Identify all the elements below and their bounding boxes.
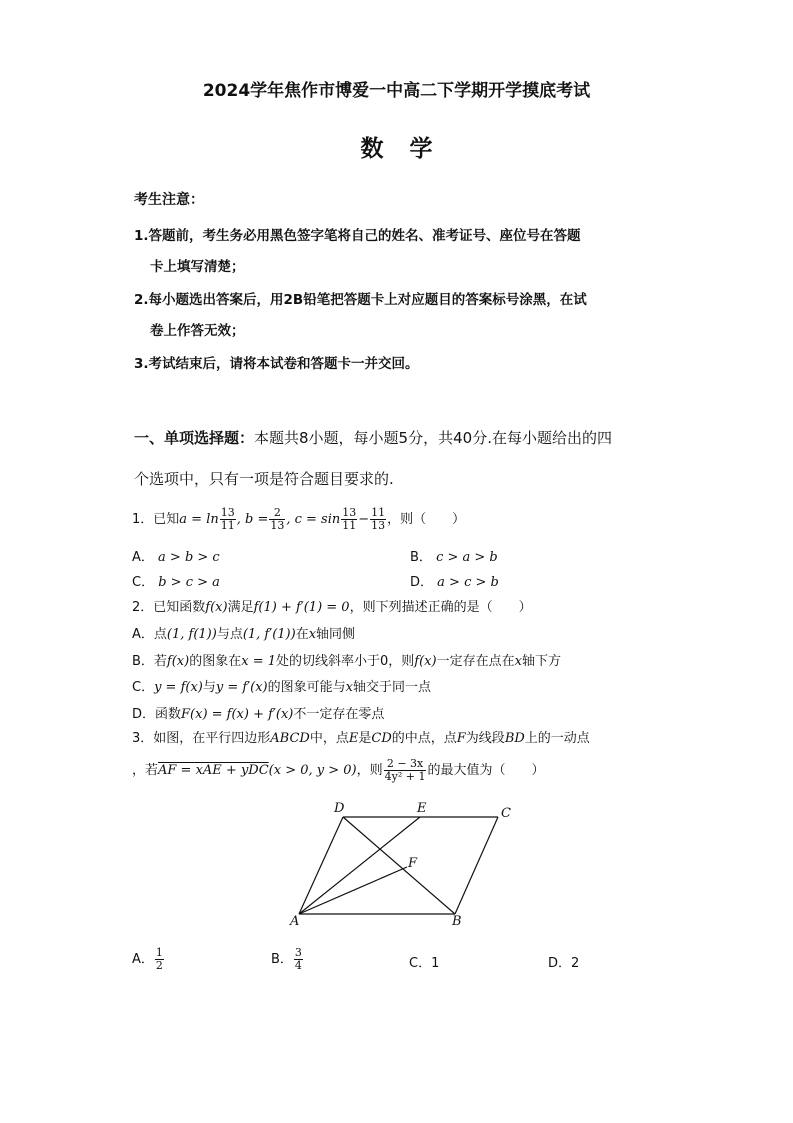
q1-option-d-text: a > c > b xyxy=(437,575,499,590)
q2-stem-b: 满足 xyxy=(227,600,254,615)
q1-b-fraction xyxy=(269,507,285,532)
q3-option-b xyxy=(271,947,304,972)
q2-c-expr-2: y = f′(x) xyxy=(215,680,268,695)
q1-c-expr: , c = sin xyxy=(286,512,341,527)
q2-option-b xyxy=(132,650,561,669)
q1-c-num1: 13 xyxy=(342,506,357,519)
q2-fx: f(x) xyxy=(205,600,228,615)
q2-c-text-2: 与 xyxy=(202,680,216,695)
q3-text-4: 的中点，点 xyxy=(391,731,457,746)
q1-c-fraction-2 xyxy=(370,507,386,532)
segment-af xyxy=(299,867,407,914)
q2-a-text-2: 与点 xyxy=(216,627,243,642)
question-1 xyxy=(132,507,465,532)
q3-text-5: 为线段 xyxy=(465,731,505,746)
q3-text-2: 中，点 xyxy=(309,731,349,746)
q1-b-num: 2 xyxy=(269,507,285,520)
q2-condition: f(1) + f′(1) = 0 xyxy=(253,600,350,615)
q1-c-num2: 11 xyxy=(371,506,386,519)
q2-d-text-2: 不一定存在零点 xyxy=(293,707,385,722)
q1-b-den: 13 xyxy=(270,519,285,532)
q2-b-x1: x = 1 xyxy=(241,654,276,669)
q2-a-point-2: (1, f′(1)) xyxy=(242,627,296,642)
q3-condition: (x > 0, y > 0) xyxy=(268,763,357,778)
q1-a-den: 11 xyxy=(220,519,235,532)
q3-option-b-fraction xyxy=(294,947,303,972)
notice-item-1: 1.答题前，考生务必用黑色签字笔将自己的姓名、准考证号、座位号在答题 xyxy=(134,228,581,244)
q2-b-text-5: 轴下方 xyxy=(521,654,561,669)
label-a: A xyxy=(290,914,300,929)
q2-c-expr-1: y = f(x) xyxy=(154,680,203,695)
q1-prefix: 1．已知 xyxy=(132,512,180,527)
q1-c-fraction-1 xyxy=(341,507,357,532)
q3-text-7: ，若 xyxy=(132,763,159,778)
section-heading-line2: 个选项中，只有一项是符合题目要求的. xyxy=(134,470,394,488)
q3-option-b-label: B． xyxy=(271,952,293,967)
question-3 xyxy=(132,727,590,746)
segment-da xyxy=(299,817,343,914)
label-e: E xyxy=(417,801,427,816)
q1-a-expr: a = ln xyxy=(179,512,219,527)
subject-title: 数学 xyxy=(360,136,459,162)
q2-a-x: x xyxy=(308,627,317,642)
q1-c-den2: 13 xyxy=(371,519,386,532)
q3-cd: CD xyxy=(371,731,392,746)
q2-c-text-4: 轴交于同一点 xyxy=(353,680,432,695)
q3-option-d: D．2 xyxy=(548,956,580,971)
q3-text-1: 3．如图，在平行四边形 xyxy=(132,731,271,746)
q3-f: F xyxy=(456,731,466,746)
q1-option-b-label: B． xyxy=(410,550,432,565)
q1-option-d xyxy=(410,571,499,590)
q1-option-b-text: c > a > b xyxy=(436,550,498,565)
q2-option-d xyxy=(132,703,384,722)
q2-option-c xyxy=(132,676,431,695)
label-c: C xyxy=(501,806,511,821)
segment-bc xyxy=(455,817,498,914)
q1-option-c-label: C． xyxy=(132,575,155,590)
q2-stem-a: 2．已知函数 xyxy=(132,600,206,615)
q2-option-a xyxy=(132,623,355,642)
q3-text-3: 是 xyxy=(358,731,372,746)
q2-b-text-1: B．若 xyxy=(132,654,167,669)
q3-option-a-fraction xyxy=(155,947,164,972)
q2-a-text-1: A．点 xyxy=(132,627,167,642)
q3-option-a xyxy=(132,947,165,972)
q2-b-text-4: 一定存在点在 xyxy=(436,654,515,669)
notice-item-3: 3.考试结束后，请将本试卷和答题卡一并交回。 xyxy=(134,356,419,372)
q2-b-fx: f(x) xyxy=(166,654,190,669)
q2-stem-c: ，则下列描述正确的是（ ） xyxy=(349,600,532,615)
exam-title: 2024学年焦作市博爱一中高二下学期开学摸底考试 xyxy=(202,81,591,101)
q1-option-a xyxy=(132,546,220,565)
q1-minus: − xyxy=(358,512,370,527)
q2-d-text-1: D．函数 xyxy=(132,707,182,722)
label-d: D xyxy=(334,801,345,816)
q2-c-text-3: 的图象可能与 xyxy=(267,680,346,695)
q3-option-b-num: 3 xyxy=(294,946,302,959)
section-heading-bold: 一、单项选择题： xyxy=(134,429,255,447)
section-heading-rest: 本题共8小题，每小题5分，共40分.在每小题给出的四 xyxy=(254,429,612,447)
q2-b-x: x xyxy=(514,654,522,669)
notice-item-2: 2.每小题选出答案后，用2B铅笔把答题卡上对应题目的答案标号涂黑，在试 xyxy=(134,292,587,308)
q2-c-x: x xyxy=(345,680,353,695)
q1-option-c xyxy=(132,571,220,590)
q1-b-expr: , b = xyxy=(236,512,269,527)
q1-option-d-label: D． xyxy=(410,575,434,590)
q2-b-text-2: 的图象在 xyxy=(189,654,242,669)
q3-e: E xyxy=(348,731,359,746)
q1-a-num: 13 xyxy=(220,506,235,519)
q2-c-text-1: C． xyxy=(132,680,155,695)
q3-bd: BD xyxy=(504,731,525,746)
q3-option-b-den: 4 xyxy=(294,959,302,972)
q3-frac-num: 2 − 3x xyxy=(384,758,427,771)
q2-b-text-3: 处的切线斜率小于0，则 xyxy=(276,654,415,669)
question-3-line-2 xyxy=(132,758,545,783)
q3-fraction xyxy=(384,758,427,783)
section-heading xyxy=(134,427,612,448)
notice-item-2-cont: 卷上作答无效； xyxy=(150,323,245,339)
q2-a-text-4: 轴同侧 xyxy=(316,627,356,642)
q1-a-fraction xyxy=(220,507,236,532)
notice-item-1-cont: 卡上填写清楚； xyxy=(150,259,245,275)
label-f: F xyxy=(408,856,418,871)
q3-option-a-num: 1 xyxy=(155,946,163,959)
question-2 xyxy=(132,596,532,615)
q1-option-c-text: b > c > a xyxy=(158,575,220,590)
q1-c-den1: 11 xyxy=(342,519,357,532)
q1-option-a-label: A． xyxy=(132,550,154,565)
q2-d-expr: F(x) = f(x) + f′(x) xyxy=(181,707,294,722)
q2-a-text-3: 在 xyxy=(295,627,309,642)
q3-frac-den: 4y² + 1 xyxy=(384,770,426,783)
parallelogram-figure xyxy=(280,795,520,930)
q3-vector-equation: AF = xAE + yDC xyxy=(158,763,269,778)
q3-text-9: 的最大值为（ ） xyxy=(427,763,545,778)
notice-heading: 考生注意： xyxy=(134,192,204,208)
q3-abcd: ABCD xyxy=(270,731,310,746)
q3-text-6: 上的一动点 xyxy=(524,731,590,746)
q3-text-8: ，则 xyxy=(356,763,383,778)
q3-option-c: C．1 xyxy=(409,956,440,971)
q1-option-a-text: a > b > c xyxy=(158,550,220,565)
q1-suffix: ，则（ ） xyxy=(387,512,466,527)
q2-a-point-1: (1, f(1)) xyxy=(166,627,217,642)
q3-option-a-label: A． xyxy=(132,952,154,967)
q2-b-fx2: f(x) xyxy=(414,654,437,669)
q3-option-a-den: 2 xyxy=(155,959,163,972)
q1-option-b xyxy=(410,546,498,565)
label-b: B xyxy=(452,914,462,929)
